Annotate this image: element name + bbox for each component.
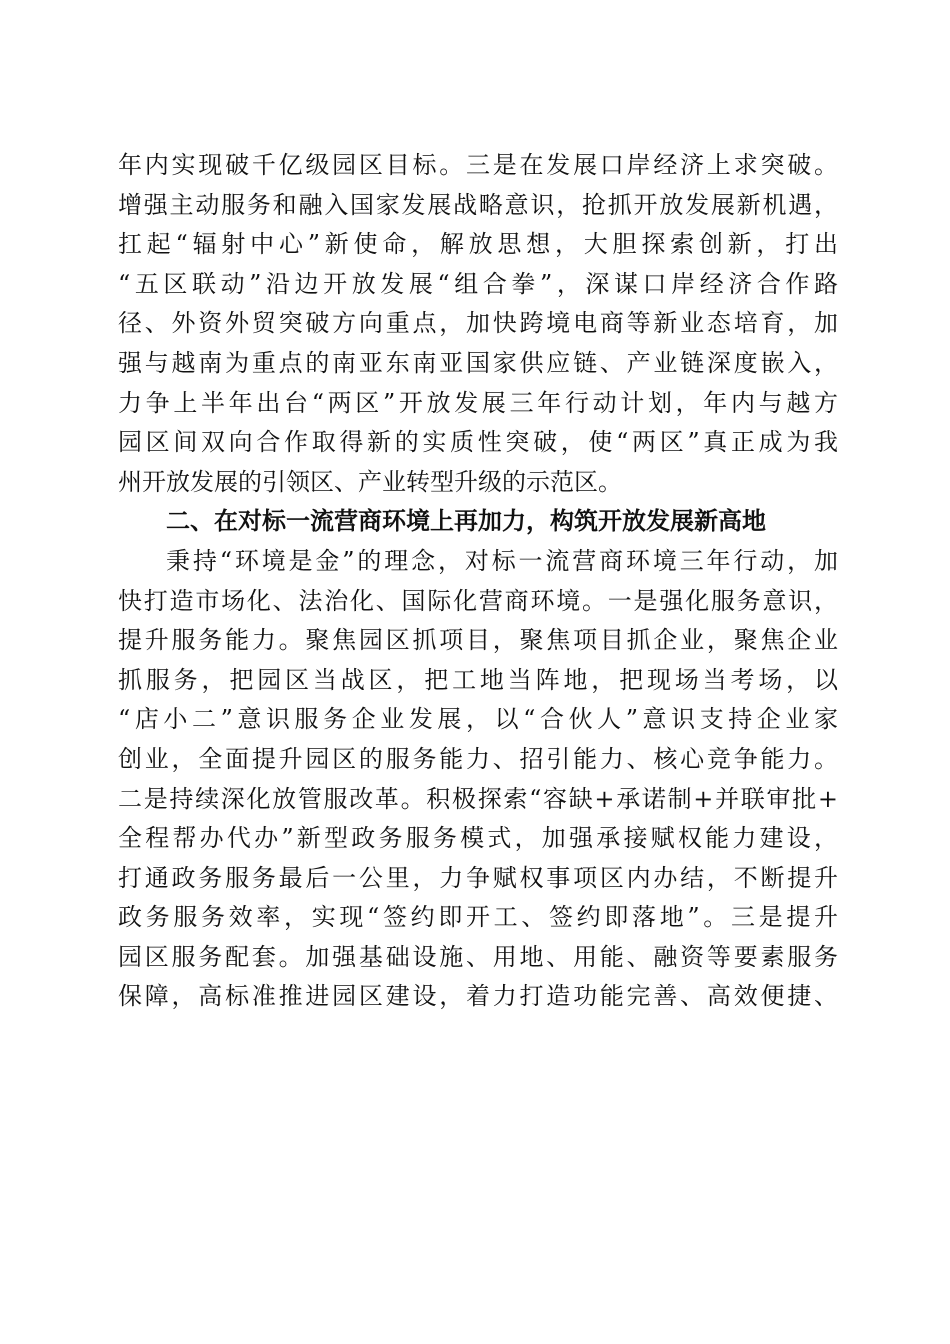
paragraph-1-line-6: 强与越南为重点的南亚东南亚国家供应链、产业链深度嵌入， xyxy=(118,348,838,377)
document-body xyxy=(118,146,838,1017)
section-2-line-1: 秉持“环境是金”的理念，对标一流营商环境三年行动，加 xyxy=(166,546,838,575)
section-2-line-11: 园区服务配套。加强基础设施、用地、用能、融资等要素服务 xyxy=(118,942,838,971)
section-2-line-10: 政务服务效率，实现“签约即开工、签约即落地”。三是提升 xyxy=(118,903,838,932)
section-2-line-9: 打通政务服务最后一公里，力争赋权事项区内办结，不断提升 xyxy=(118,863,838,892)
section-2-line-2: 快打造市场化、法治化、国际化营商环境。一是强化服务意识， xyxy=(118,586,838,615)
paragraph-1-line-3: 扛起“辐射中心”新使命，解放思想，大胆探索创新，打出 xyxy=(118,230,838,259)
paragraph-1-line-7: 力争上半年出台“两区”开放发展三年行动计划，年内与越方 xyxy=(118,388,838,417)
section-2-line-8: 全程帮办代办”新型政务服务模式，加强承接赋权能力建设， xyxy=(118,824,838,853)
section-2-line-5: “店小二”意识服务企业发展，以“合伙人”意识支持企业家 xyxy=(118,705,838,734)
section-2-heading: 二、在对标一流营商环境上再加力，构筑开放发展新高地 xyxy=(166,507,766,536)
section-2-line-4: 抓服务，把园区当战区，把工地当阵地，把现场当考场，以 xyxy=(118,665,838,694)
section-2-line-6: 创业，全面提升园区的服务能力、招引能力、核心竞争能力。 xyxy=(118,744,838,773)
paragraph-1-line-1: 年内实现破千亿级园区目标。三是在发展口岸经济上求突破。 xyxy=(118,151,838,179)
section-2-line-12: 保障，高标准推进园区建设，着力打造功能完善、高效便捷、 xyxy=(118,982,838,1011)
paragraph-1-line-5: 径、外资外贸突破方向重点，加快跨境电商等新业态培育，加 xyxy=(118,309,838,338)
section-2-line-3: 提升服务能力。聚焦园区抓项目，聚焦项目抓企业，聚焦企业 xyxy=(118,626,838,655)
paragraph-1-line-8: 园区间双向合作取得新的实质性突破，使“两区”真正成为我 xyxy=(118,428,838,457)
paragraph-1-line-4: “五区联动”沿边开放发展“组合拳”，深谋口岸经济合作路 xyxy=(118,269,838,298)
paragraph-1-line-9: 州开放发展的引领区、产业转型升级的示范区。 xyxy=(118,467,622,496)
paragraph-1-line-2: 增强主动服务和融入国家发展战略意识，抢抓开放发展新机遇， xyxy=(118,190,838,219)
section-2-line-7: 二是持续深化放管服改革。积极探索“容缺+承诺制+并联审批+ xyxy=(118,784,838,813)
